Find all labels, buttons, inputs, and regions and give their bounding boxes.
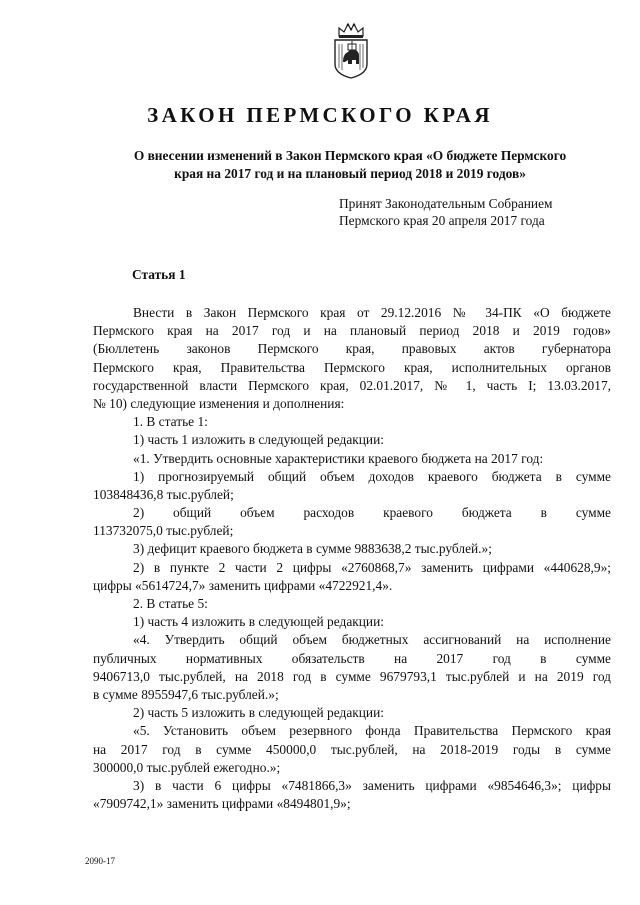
adoption-line: Принят Законодательным Собранием (339, 196, 553, 211)
text-line: 103848436,8 тыс.рублей; (93, 486, 234, 502)
text-line: в сумме 8955947,6 тыс.рублей.»; (93, 686, 279, 702)
text-line: 1) часть 1 изложить в следующей редакции: (133, 432, 384, 448)
text-line: 300000,0 тыс.рублей ежегодно.»; (93, 759, 281, 775)
adoption-note (339, 195, 619, 229)
document-number: 2090-17 (85, 856, 115, 866)
text-line: 1) часть 4 изложить в следующей редакции: (133, 614, 384, 630)
subtitle-line: края на 2017 год и на плановый период 2018 и 2019 годов» (174, 166, 526, 181)
text-line: 3) дефицит краевого бюджета в сумме 9883638,2 тыс.рублей.»; (133, 541, 492, 557)
text-line: публичных нормативных обязательств на 2017 год в сумме (93, 650, 611, 666)
text-line: государственной власти Пермского края, 02.01.2017, № 1, часть I; 13.03.2017, (93, 377, 611, 393)
page-title: ЗАКОН ПЕРМСКОГО КРАЯ (147, 103, 493, 127)
text-line: № 10) следующие изменения и дополнения: (93, 395, 345, 411)
text-line: «4. Утвердить общий объем бюджетных ассигнований на исполнение (133, 632, 611, 648)
text-line: 2) общий объем расходов краевого бюджета в сумме (133, 505, 611, 521)
article-heading: Статья 1 (132, 267, 186, 282)
subtitle-line: О внесении изменений в Закон Пермского края «О бюджете Пермского (133, 148, 567, 163)
text-line: 113732075,0 тыс.рублей; (93, 523, 234, 539)
text-line: (Бюллетень законов Пермского края, правовых актов губернатора (93, 341, 611, 357)
law-subtitle (100, 147, 600, 183)
text-line: Внести в Закон Пермского края от 29.12.2016 № 34-ПК «О бюджете (133, 305, 611, 320)
text-line: Пермского края на 2017 год и на плановый период 2018 и 2019 годов» (93, 323, 611, 339)
text-line: цифры «5614724,7» заменить цифрами «4722921,4». (93, 577, 393, 593)
text-line: «7909742,1» заменить цифрами «8494801,9»; (93, 796, 351, 812)
text-line: 9406713,0 тыс.рублей, на 2018 год в сумме 9679793,1 тыс.рублей и на 2019 год (93, 668, 611, 684)
text-line: «1. Утвердить основные характеристики краевого бюджета на 2017 год: (133, 450, 544, 466)
text-line: на 2017 год в сумме 450000,0 тыс.рублей, на 2018-2019 годы в сумме (93, 741, 611, 757)
adoption-line: Пермского края 20 апреля 2017 года (339, 213, 545, 228)
coat-of-arms-icon (331, 22, 371, 80)
text-line: 2. В статье 5: (133, 596, 208, 611)
text-line: 1. В статье 1: (133, 414, 208, 430)
text-line: 2) часть 5 изложить в следующей редакции: (133, 705, 384, 721)
article-body (93, 304, 611, 813)
text-line: 2) в пункте 2 части 2 цифры «2760868,7» заменить цифрами «440628,9»; (133, 559, 611, 575)
text-line: 1) прогнозируемый общий объем доходов краевого бюджета в сумме (133, 468, 611, 484)
text-line: 3) в части 6 цифры «7481866,3» заменить цифрами «9854646,3»; цифры (133, 777, 611, 793)
text-line: Пермского края, Правительства Пермского края, исполнительных органов (93, 359, 611, 375)
text-line: «5. Установить объем резервного фонда Правительства Пермского края (133, 723, 611, 739)
